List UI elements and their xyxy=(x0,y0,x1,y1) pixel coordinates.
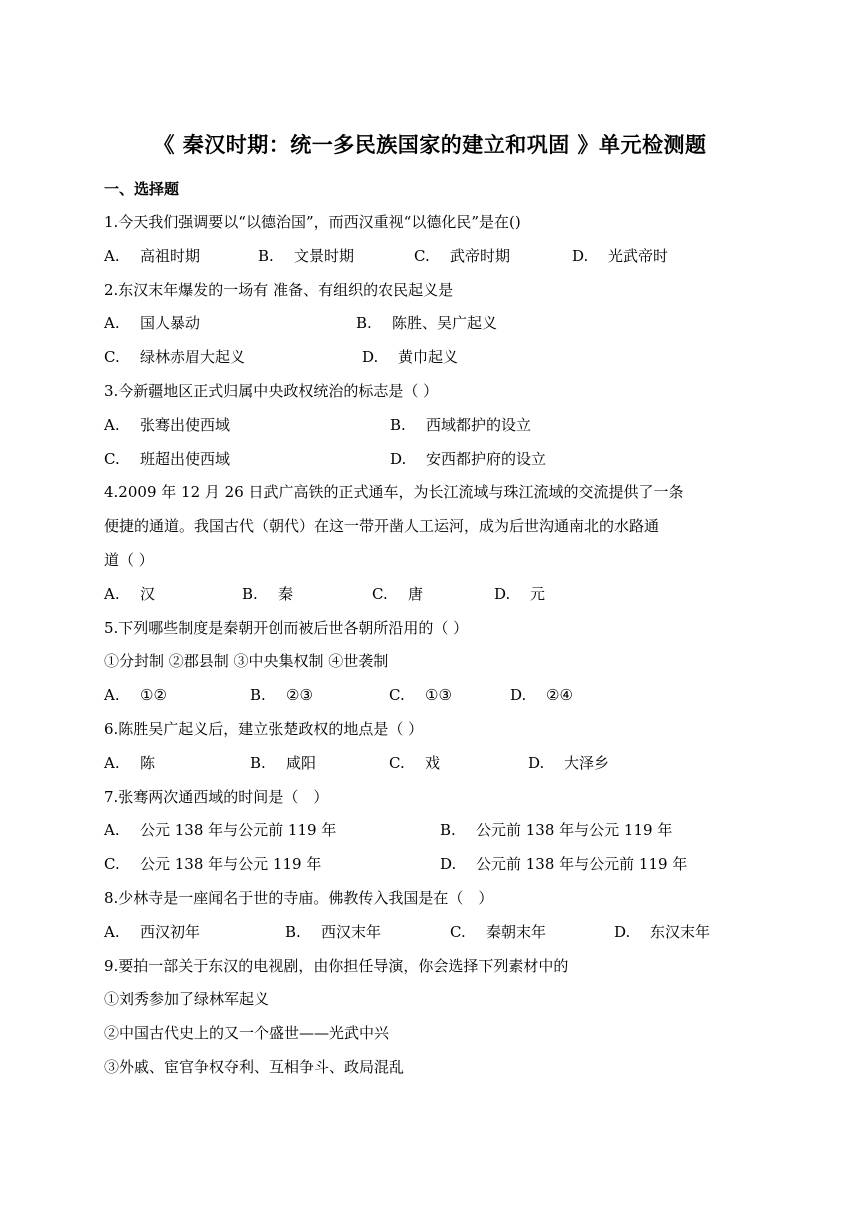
question-9-item-2: ②中国古代史上的又一个盛世——光武中兴 xyxy=(104,1024,390,1043)
question-4-stem-line-3: 道（ ） xyxy=(104,550,154,569)
option-c: C. 戏 xyxy=(389,753,441,772)
question-3-options-row1 xyxy=(104,409,764,443)
section-heading: 一、选择题 xyxy=(104,180,180,198)
question-1-options xyxy=(104,240,764,274)
option-b: B. 西汉末年 xyxy=(285,922,382,941)
question-2-options-row1 xyxy=(104,307,764,341)
option-b: B. 西域都护的设立 xyxy=(390,415,532,434)
option-c: C. 班超出使西域 xyxy=(104,449,231,468)
question-6-stem: 6.陈胜吴广起义后，建立张楚政权的地点是（ ） xyxy=(104,719,424,738)
option-d: D. 安西都护府的设立 xyxy=(390,449,547,468)
option-a: A. 公元 138 年与公元前 119 年 xyxy=(104,821,337,840)
option-c: C. 唐 xyxy=(372,584,424,603)
option-a: A. 陈 xyxy=(104,753,156,772)
option-d: D. 东汉末年 xyxy=(614,922,711,941)
option-b: B. ②③ xyxy=(250,686,313,705)
option-d: D. 公元前 138 年与公元前 119 年 xyxy=(440,855,688,874)
option-a: A. 汉 xyxy=(104,584,156,603)
question-4-stem-line-2: 便捷的通道。我国古代（朝代）在这一带开凿人工运河，成为后世沟通南北的水路通 xyxy=(104,517,660,536)
question-4-options xyxy=(104,578,764,612)
option-b: B. 秦 xyxy=(242,584,294,603)
option-b: B. 陈胜、吴广起义 xyxy=(356,314,498,333)
option-a: A. 张骞出使西域 xyxy=(104,415,231,434)
option-b: B. 咸阳 xyxy=(250,753,317,772)
question-5-stem: 5.下列哪些制度是秦朝开创而被后世各朝所沿用的（ ） xyxy=(104,618,469,637)
option-a: A. 国人暴动 xyxy=(104,314,201,333)
option-d: D. ②④ xyxy=(510,686,573,705)
question-3-stem: 3.今新疆地区正式归属中央政权统治的标志是（ ） xyxy=(104,381,439,400)
option-b: B. 公元前 138 年与公元 119 年 xyxy=(440,821,673,840)
option-a: A. 西汉初年 xyxy=(104,922,201,941)
option-a: A. ①② xyxy=(104,686,167,705)
question-5-items: ①分封制 ②郡县制 ③中央集权制 ④世袭制 xyxy=(104,652,389,671)
option-b: B. 文景时期 xyxy=(258,246,355,265)
option-c: C. 绿林赤眉大起义 xyxy=(104,348,246,367)
question-6-options xyxy=(104,747,764,781)
option-c: C. 武帝时期 xyxy=(414,246,511,265)
option-d: D. 黄巾起义 xyxy=(362,348,459,367)
question-2-options-row2 xyxy=(104,341,764,375)
question-9-stem: 9.要拍一部关于东汉的电视剧，由你担任导演，你会选择下列素材中的 xyxy=(104,956,569,975)
option-a: A. 高祖时期 xyxy=(104,246,201,265)
question-9-item-1: ①刘秀参加了绿林军起义 xyxy=(104,990,270,1009)
question-1-stem: 1.今天我们强调要以“以德治国”，而西汉重视“以德化民”是在() xyxy=(104,213,521,231)
option-c: C. ①③ xyxy=(389,686,452,705)
question-9-item-3: ③外戚、宦官争权夺利、互相争斗、政局混乱 xyxy=(104,1057,405,1076)
question-list xyxy=(104,206,764,1085)
question-7-stem: 7.张骞两次通西域的时间是（ ） xyxy=(104,787,329,806)
question-2-stem: 2.东汉末年爆发的一场有 准备、有组织的农民起义是 xyxy=(104,280,454,299)
question-8-stem: 8.少林寺是一座闻名于世的寺庙。佛教传入我国是在（ ） xyxy=(104,888,494,907)
option-d: D. 光武帝时 xyxy=(572,246,669,265)
question-5-options xyxy=(104,679,764,713)
option-c: C. 秦朝末年 xyxy=(450,922,547,941)
document-title: 《 秦汉时期：统一多民族国家的建立和巩固 》单元检测题 xyxy=(153,133,707,157)
option-d: D. 元 xyxy=(494,584,546,603)
question-7-options-row1 xyxy=(104,814,764,848)
question-7-options-row2 xyxy=(104,848,764,882)
option-d: D. 大泽乡 xyxy=(528,753,610,772)
question-8-options xyxy=(104,916,764,950)
option-c: C. 公元 138 年与公元 119 年 xyxy=(104,855,322,874)
question-3-options-row2 xyxy=(104,443,764,477)
question-4-stem-line-1: 4.2009 年 12 月 26 日武广高铁的正式通车，为长江流域与珠江流域的交流提供了一条 xyxy=(104,483,684,502)
